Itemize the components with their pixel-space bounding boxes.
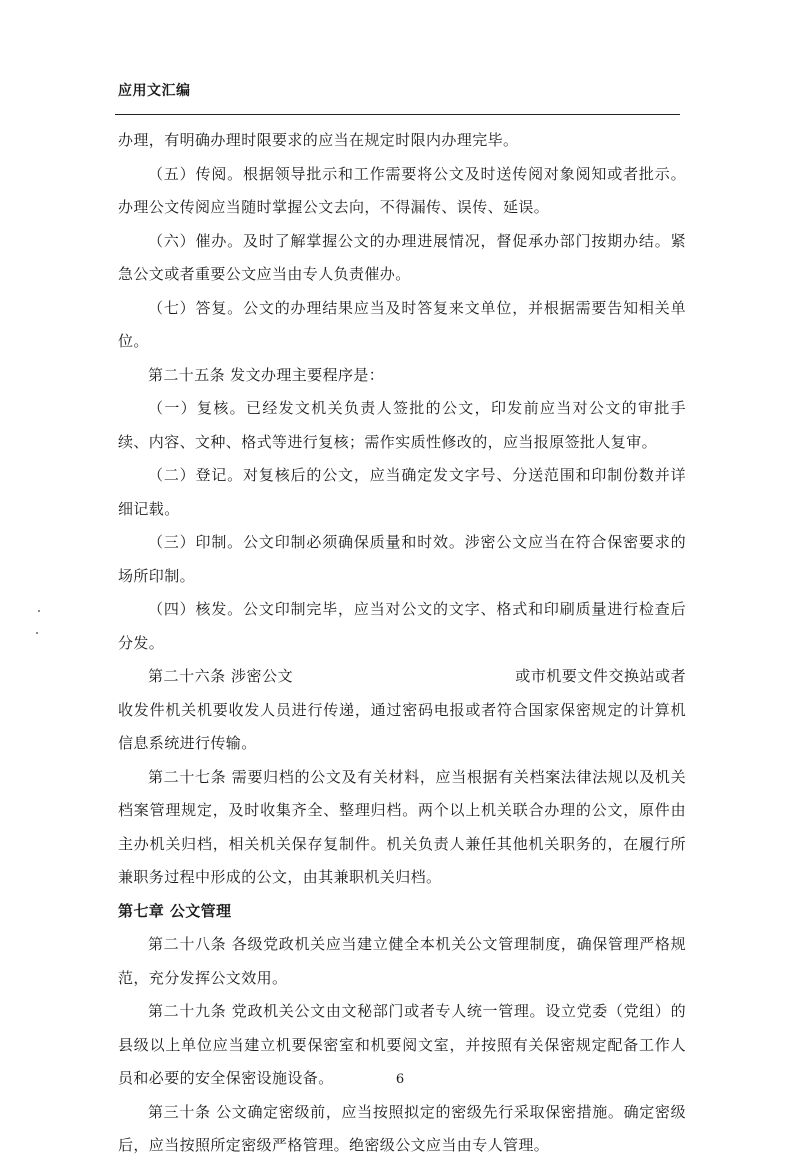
scan-speck (38, 610, 40, 612)
paragraph-item-3-printing: （三）印制。公文印制必须确保质量和时效。涉密公文应当在符合保密要求的场所印制。 (118, 533, 686, 585)
obscured-text-gap (293, 671, 515, 683)
paragraph-article-28: 第二十八条 各级党政机关应当建立健全本机关公文管理制度，确保管理严格规范，充分发挥公文效用。 (118, 935, 686, 987)
paragraph-item-4-distribution: （四）核发。公文印制完毕，应当对公文的文字、格式和印刷质量进行检查后分发。 (118, 600, 686, 652)
running-header-title: 应用文汇编 (118, 83, 191, 99)
page-number: 6 (395, 1072, 405, 1087)
body-text (118, 124, 686, 1163)
paragraph-item-1-review: （一）复核。已经发文机关负责人签批的公文，印发前应当对公文的审批手续、内容、文种、格式等进行复核；需作实质性修改的，应当报原签批人复审。 (118, 399, 686, 451)
paragraph-article-25: 第二十五条 发文办理主要程序是： (148, 365, 385, 384)
paragraph-item-6-urging: （六）催办。及时了解掌握公文的办理进展情况，督促承办部门按期办结。紧急公文或者重要公文应当由专人负责催办。 (118, 231, 686, 283)
paragraph-article-29: 第二十九条 党政机关公文由文秘部门或者专人统一管理。设立党委（党组）的县级以上单位应当建立机要保密室和机要阅文室，并按照有关保密规定配备工作人员和必要的安全保密设施设备。 (118, 1002, 686, 1087)
article-26-part-2: 或市机要文件交换站或者收发件机关机要收发人员进行传递，通过密码电报或者符合国家保密规定的计算机信息系统进行传输。 (118, 667, 686, 752)
chapter-heading: 第七章 公文管理 (118, 901, 232, 920)
paragraph-item-2-registration: （二）登记。对复核后的公文，应当确定发文字号、分送范围和印制份数并详细记载。 (118, 466, 686, 518)
paragraph-article-27: 第二十七条 需要归档的公文及有关材料，应当根据有关档案法律法规以及机关档案管理规定，及时收集齐全、整理归档。两个以上机关联合办理的公文，原件由主办机关归档，相关机关保存复制件。机关负责人兼任其他机关职务的，在履行所兼职务过程中形成的公文，由其兼职机关归档。 (118, 767, 686, 886)
paragraph-continuation: 办理，有明确办理时限要求的应当在规定时限内办理完毕。 (118, 131, 519, 149)
paragraph-item-5-circulation: （五）传阅。根据领导批示和工作需要将公文及时送传阅对象阅知或者批示。办理公文传阅应当随时掌握公文去向，不得漏传、误传、延误。 (118, 164, 686, 216)
header-rule (115, 114, 680, 115)
paragraph-item-7-reply: （七）答复。公文的办理结果应当及时答复来文单位，并根据需要告知相关单位。 (118, 298, 686, 350)
article-26-part-1: 第二十六条 涉密公文 (148, 667, 294, 685)
scan-speck (36, 632, 38, 634)
paragraph-article-26 (118, 660, 686, 761)
paragraph-article-30: 第三十条 公文确定密级前，应当按照拟定的密级先行采取保密措施。确定密级后，应当按照所定密级严格管理。绝密级公文应当由专人管理。 (118, 1102, 686, 1154)
